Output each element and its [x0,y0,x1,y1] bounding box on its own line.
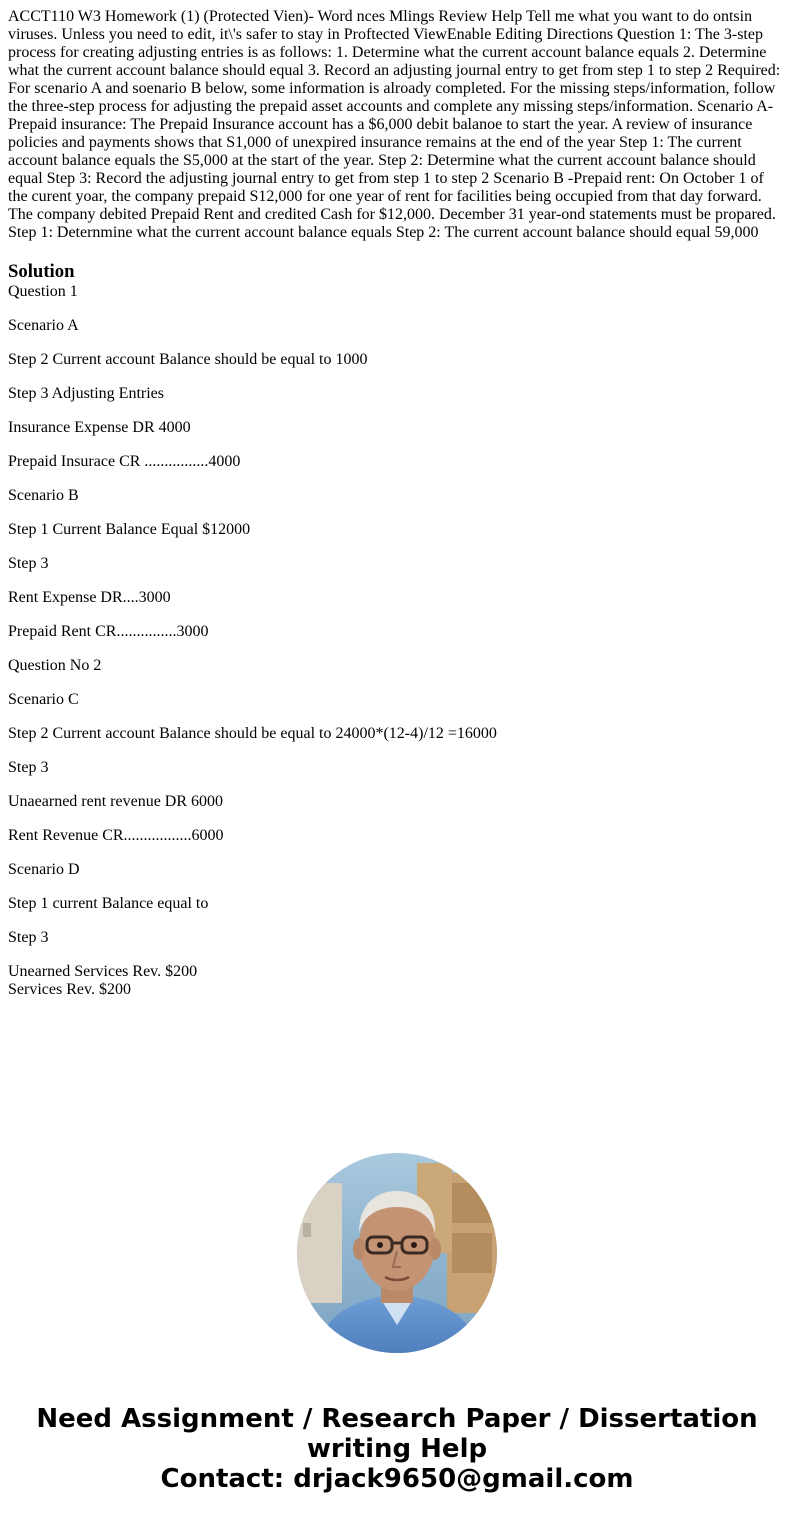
solution-line: Scenario C [8,691,79,708]
document-content [8,8,784,999]
solution-line: Step 3 [8,759,49,776]
solution-line: Question No 2 [8,657,102,674]
solution-line: Step 3 [8,555,49,572]
solution-line: Rent Revenue CR.................6000 [8,827,224,844]
person-portrait-icon [297,1153,497,1353]
solution-line: Step 3 Adjusting Entries [8,385,164,402]
solution-line: Prepaid Rent CR...............3000 [8,623,209,640]
solution-line: Step 1 current Balance equal to [8,895,209,912]
solution-line: Scenario D [8,861,80,878]
solution-line: Unaearned rent revenue DR 6000 [8,793,224,810]
solution-heading: Solution [8,261,75,282]
solution-line: Step 1 Current Balance Equal $12000 [8,521,251,538]
solution-line: Step 2 Current account Balance should be equal to 24000*(12-4)/12 =16000 [8,725,497,742]
solution-line: Rent Expense DR....3000 [8,589,171,606]
banner-line: writing Help [306,1434,488,1464]
solution-body [8,283,784,999]
solution-line: Services Rev. $200 [8,981,131,998]
solution-line: Scenario A [8,317,79,334]
contact-banner [0,1404,794,1494]
solution-line: Question 1 [8,283,78,300]
solution-line: Insurance Expense DR 4000 [8,419,191,436]
solution-line: Unearned Services Rev. $200 [8,963,198,980]
solution-line: Step 3 [8,929,49,946]
solution-line: Prepaid Insurace CR ................4000 [8,453,241,470]
solution-line: Scenario B [8,487,79,504]
banner-line: Need Assignment / Research Paper / Dissertation [36,1404,758,1434]
question-text: ACCT110 W3 Homework (1) (Protected Vien)- Word nces Mlings Review Help Tell me what you want to do ontsin viruses. Unless you need to edit, it\'s safer to stay in Proftected ViewEnable Editing Directions Question 1: The 3-step process for creating adjusting entries is as follows: 1. Determine what the current account balance equals 2. Determine what the current account balance should equal 3. Record an adjusting journal entry to get from step 1 to step 2 Required: For scenario A and soenario B below, some information is alroady completed. For the missing steps/information, follow the three-step process for adjusting the prepaid asset accounts and complete any missing steps/information. Scenario A- Prepaid insurance: The Prepaid Insurance account has a $6,000 debit balanoe to start the year. A review of insurance policies and payments shows that S1,000 of unexpired insurance remains at the end of the year Step 1: The current account balance equals the S5,000 at the start of the year. Step 2: Determine what the current account balance should equal Step 3: Record the adjusting journal entry to get from step 1 to step 2 Scenario B -Prepaid rent: On October 1 of the curent yoar, the company prepaid S12,000 for one year of rent for facilities being occupied from that day forward. The company debited Prepaid Rent and credited Cash for $12,000. December 31 year-ond statements must be propared. Step 1: Deternmine what the current account balance equals Step 2: The current account balance should equal 59,000 [8,8,781,241]
solution-line: Step 2 Current account Balance should be equal to 1000 [8,351,368,368]
banner-contact: Contact: drjack9650@gmail.com [160,1464,634,1494]
author-avatar [297,1153,497,1353]
